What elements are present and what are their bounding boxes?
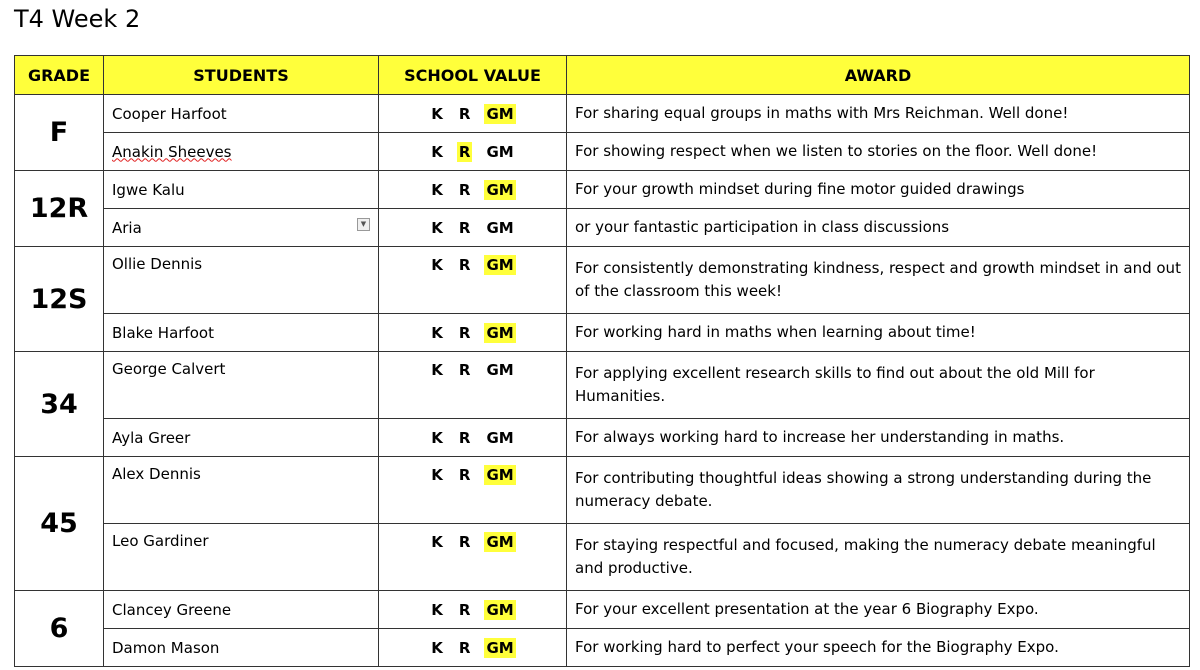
student-name: Clancey Greene (104, 591, 379, 629)
value-k: K (431, 180, 443, 199)
student-name: Blake Harfoot (104, 314, 379, 352)
school-value-header: SCHOOL VALUE (379, 56, 567, 95)
school-value-cell (379, 352, 567, 419)
value-r-highlighted: R (458, 142, 471, 161)
value-r: R (458, 256, 471, 274)
school-value-cell (379, 133, 567, 171)
value-gm: GM (486, 361, 514, 379)
table-row (15, 591, 1190, 629)
table-row (15, 209, 1190, 247)
value-gm: GM (486, 428, 514, 447)
award-header: AWARD (567, 56, 1190, 95)
student-name: Ollie Dennis (104, 247, 379, 314)
table-row (15, 524, 1190, 591)
value-gm-highlighted: GM (486, 600, 514, 619)
student-name-text: Aria (112, 218, 142, 237)
awards-table (14, 55, 1190, 667)
value-r: R (458, 180, 471, 199)
value-k: K (431, 533, 443, 551)
school-value-cell (379, 247, 567, 314)
table-row (15, 95, 1190, 133)
grade-cell: F (15, 95, 104, 171)
value-gm-highlighted: GM (486, 466, 514, 484)
table-row (15, 419, 1190, 457)
value-r: R (458, 638, 471, 657)
student-name: Ayla Greer (104, 419, 379, 457)
school-value-cell (379, 314, 567, 352)
value-r: R (458, 466, 471, 484)
table-row (15, 133, 1190, 171)
value-k: K (431, 218, 443, 237)
value-k: K (431, 600, 443, 619)
table-row (15, 352, 1190, 419)
spellcheck-text: Anakin Sheeves (112, 142, 232, 161)
table-row (15, 457, 1190, 524)
student-name (104, 133, 379, 171)
value-k: K (431, 104, 443, 123)
grade-cell: 6 (15, 591, 104, 667)
value-r: R (458, 428, 471, 447)
award-text: For applying excellent research skills to find out about the old Mill for Humanities. (567, 352, 1190, 419)
student-name: Damon Mason (104, 629, 379, 667)
grade-header: GRADE (15, 56, 104, 95)
award-text: For consistently demonstrating kindness, respect and growth mindset in and out of the classroom this week! (567, 247, 1190, 314)
value-gm-highlighted: GM (486, 638, 514, 657)
value-gm-highlighted: GM (486, 323, 514, 342)
students-header: STUDENTS (104, 56, 379, 95)
grade-cell: 34 (15, 352, 104, 457)
student-name: Cooper Harfoot (104, 95, 379, 133)
grade-cell: 45 (15, 457, 104, 591)
value-k: K (431, 256, 443, 274)
value-gm-highlighted: GM (486, 180, 514, 199)
dropdown-arrow-icon[interactable]: ▼ (357, 218, 370, 231)
value-r: R (458, 533, 471, 551)
value-r: R (458, 600, 471, 619)
school-value-cell (379, 629, 567, 667)
student-name: George Calvert (104, 352, 379, 419)
value-gm: GM (486, 142, 514, 161)
school-value-cell (379, 419, 567, 457)
value-gm-highlighted: GM (486, 104, 514, 123)
value-k: K (431, 466, 443, 484)
page-title: T4 Week 2 (14, 5, 141, 33)
grade-cell: 12R (15, 171, 104, 247)
value-k: K (431, 361, 443, 379)
award-text: For staying respectful and focused, making the numeracy debate meaningful and productive. (567, 524, 1190, 591)
award-text: For working hard in maths when learning about time! (567, 314, 1190, 352)
table-row (15, 247, 1190, 314)
student-name: Leo Gardiner (104, 524, 379, 591)
value-r: R (458, 323, 471, 342)
student-name (104, 209, 379, 247)
table-row (15, 629, 1190, 667)
table-row (15, 314, 1190, 352)
school-value-cell (379, 591, 567, 629)
value-gm: GM (486, 218, 514, 237)
student-name: Igwe Kalu (104, 171, 379, 209)
award-text: For showing respect when we listen to stories on the floor. Well done! (567, 133, 1190, 171)
award-text: For sharing equal groups in maths with Mrs Reichman. Well done! (567, 95, 1190, 133)
award-text: For always working hard to increase her understanding in maths. (567, 419, 1190, 457)
value-r: R (458, 218, 471, 237)
school-value-cell (379, 95, 567, 133)
value-k: K (431, 323, 443, 342)
school-value-cell (379, 171, 567, 209)
value-r: R (458, 361, 471, 379)
value-r: R (458, 104, 471, 123)
award-text: For your excellent presentation at the year 6 Biography Expo. (567, 591, 1190, 629)
value-k: K (431, 638, 443, 657)
school-value-cell (379, 524, 567, 591)
student-name: Alex Dennis (104, 457, 379, 524)
value-k: K (431, 428, 443, 447)
table-row (15, 171, 1190, 209)
header-row (15, 56, 1190, 95)
award-text: For contributing thoughtful ideas showing a strong understanding during the numeracy debate. (567, 457, 1190, 524)
value-k: K (431, 142, 443, 161)
value-gm-highlighted: GM (486, 533, 514, 551)
school-value-cell (379, 209, 567, 247)
grade-cell: 12S (15, 247, 104, 352)
award-text: For working hard to perfect your speech for the Biography Expo. (567, 629, 1190, 667)
award-text: or your fantastic participation in class discussions (567, 209, 1190, 247)
value-gm-highlighted: GM (486, 256, 514, 274)
award-text: For your growth mindset during fine motor guided drawings (567, 171, 1190, 209)
school-value-cell (379, 457, 567, 524)
